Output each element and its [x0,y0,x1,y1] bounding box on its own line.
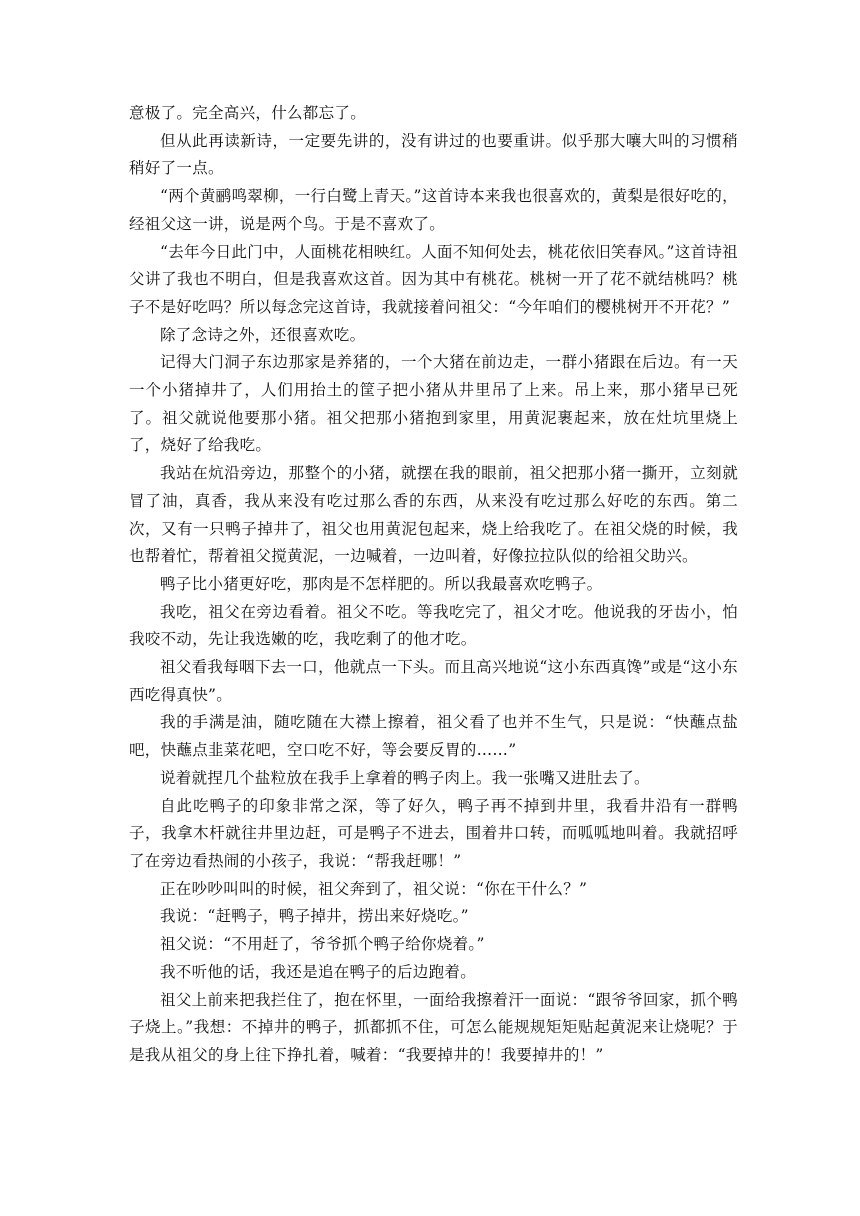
paragraph: 祖父说：“不用赶了，爷爷抓个鸭子给你烧着。” [160,935,485,954]
paragraph: “去年今日此门中，人面桃花相映红。人面不知何处去，桃花依旧笑春风。”这首诗祖父讲了我也不明白，但是我喜欢这首。因为其中有桃花。桃树一开了花不就结桃吗？桃子不是好吃吗？所以每念完这首诗，我就接着问祖父：“今年咱们的樱桃树开不开花？” [129,242,738,316]
paragraph: 我的手满是油，随吃随在大襟上擦着，祖父看了也并不生气，只是说：“快蘸点盐吧，快蘸点韭菜花吧，空口吃不好，等会要反胃的……” [129,713,738,760]
paragraph: 祖父看我每咽下去一口，他就点一下头。而且高兴地说“这小东西真馋”或是“这小东西吃得真快”。 [129,658,738,704]
paragraph: 除了念诗之外，还很喜欢吃。 [160,325,366,344]
paragraph: 鸭子比小猪更好吃，那肉是不怎样肥的。所以我最喜欢吃鸭子。 [160,574,603,593]
paragraph: “两个黄鹂鸣翠柳，一行白鹭上青天。”这首诗本来我也很喜欢的，黄梨是很好吃的，经祖父这一讲，说是两个鸟。于是不喜欢了。 [129,187,738,233]
paragraph: 意极了。完全高兴，什么都忘了。 [129,104,367,122]
paragraph: 但从此再读新诗，一定要先讲的，没有讲过的也要重讲。似乎那大嚷大叫的习惯稍稍好了一点。 [129,131,738,178]
paragraph: 我站在炕沿旁边，那整个的小猪，就摆在我的眼前，祖父把那小猪一撕开，立刻就冒了油，真香，我从来没有吃过那么香的东西，从来没有吃过那么好吃的东西。第二次，又有一只鸭子掉井了，祖父也用黄泥包起来，烧上给我吃了。在祖父烧的时候，我也帮着忙，帮着祖父搅黄泥，一边喊着，一边叫着，好像拉拉队似的给祖父助兴。 [129,464,738,566]
paragraph: 正在吵吵叫叫的时候，祖父奔到了，祖父说：“你在干什么？” [160,879,588,898]
paragraph: 我说：“赶鸭子，鸭子掉井，捞出来好烧吃。” [160,907,469,926]
paragraph: 自此吃鸭子的印象非常之深，等了好久，鸭子再不掉到井里，我看井沿有一群鸭子，我拿木杆就往井里边赶，可是鸭子不进去，围着井口转，而呱呱地叫着。我就招呼了在旁边看热闹的小孩子，我说：“帮我赶哪！” [129,796,738,870]
paragraph: 我吃，祖父在旁边看着。祖父不吃。等我吃完了，祖父才吃。他说我的牙齿小，怕我咬不动，先让我选嫩的吃，我吃剩了的他才吃。 [129,602,738,649]
paragraph: 我不听他的话，我还是追在鸭子的后边跑着。 [160,962,477,981]
paragraph: 祖父上前来把我拦住了，抱在怀里，一面给我擦着汗一面说：“跟爷爷回家，抓个鸭子烧上。”我想：不掉井的鸭子，抓都抓不住，可怎么能规规矩矩贴起黄泥来让烧呢？于是我从祖父的身上往下挣扎着，喊着：“我要掉井的！我要掉井的！” [129,990,738,1064]
paragraph: 说着就捏几个盐粒放在我手上拿着的鸭子肉上。我一张嘴又进肚去了。 [160,768,650,787]
paragraph: 记得大门洞子东边那家是养猪的，一个大猪在前边走，一群小猪跟在后边。有一天一个小猪掉井了，人们用抬土的筐子把小猪从井里吊了上来。吊上来，那小猪早已死了。祖父就说他要那小猪。祖父把那小猪抱到家里，用黄泥裹起来，放在灶坑里烧上了，烧好了给我吃。 [129,353,738,455]
